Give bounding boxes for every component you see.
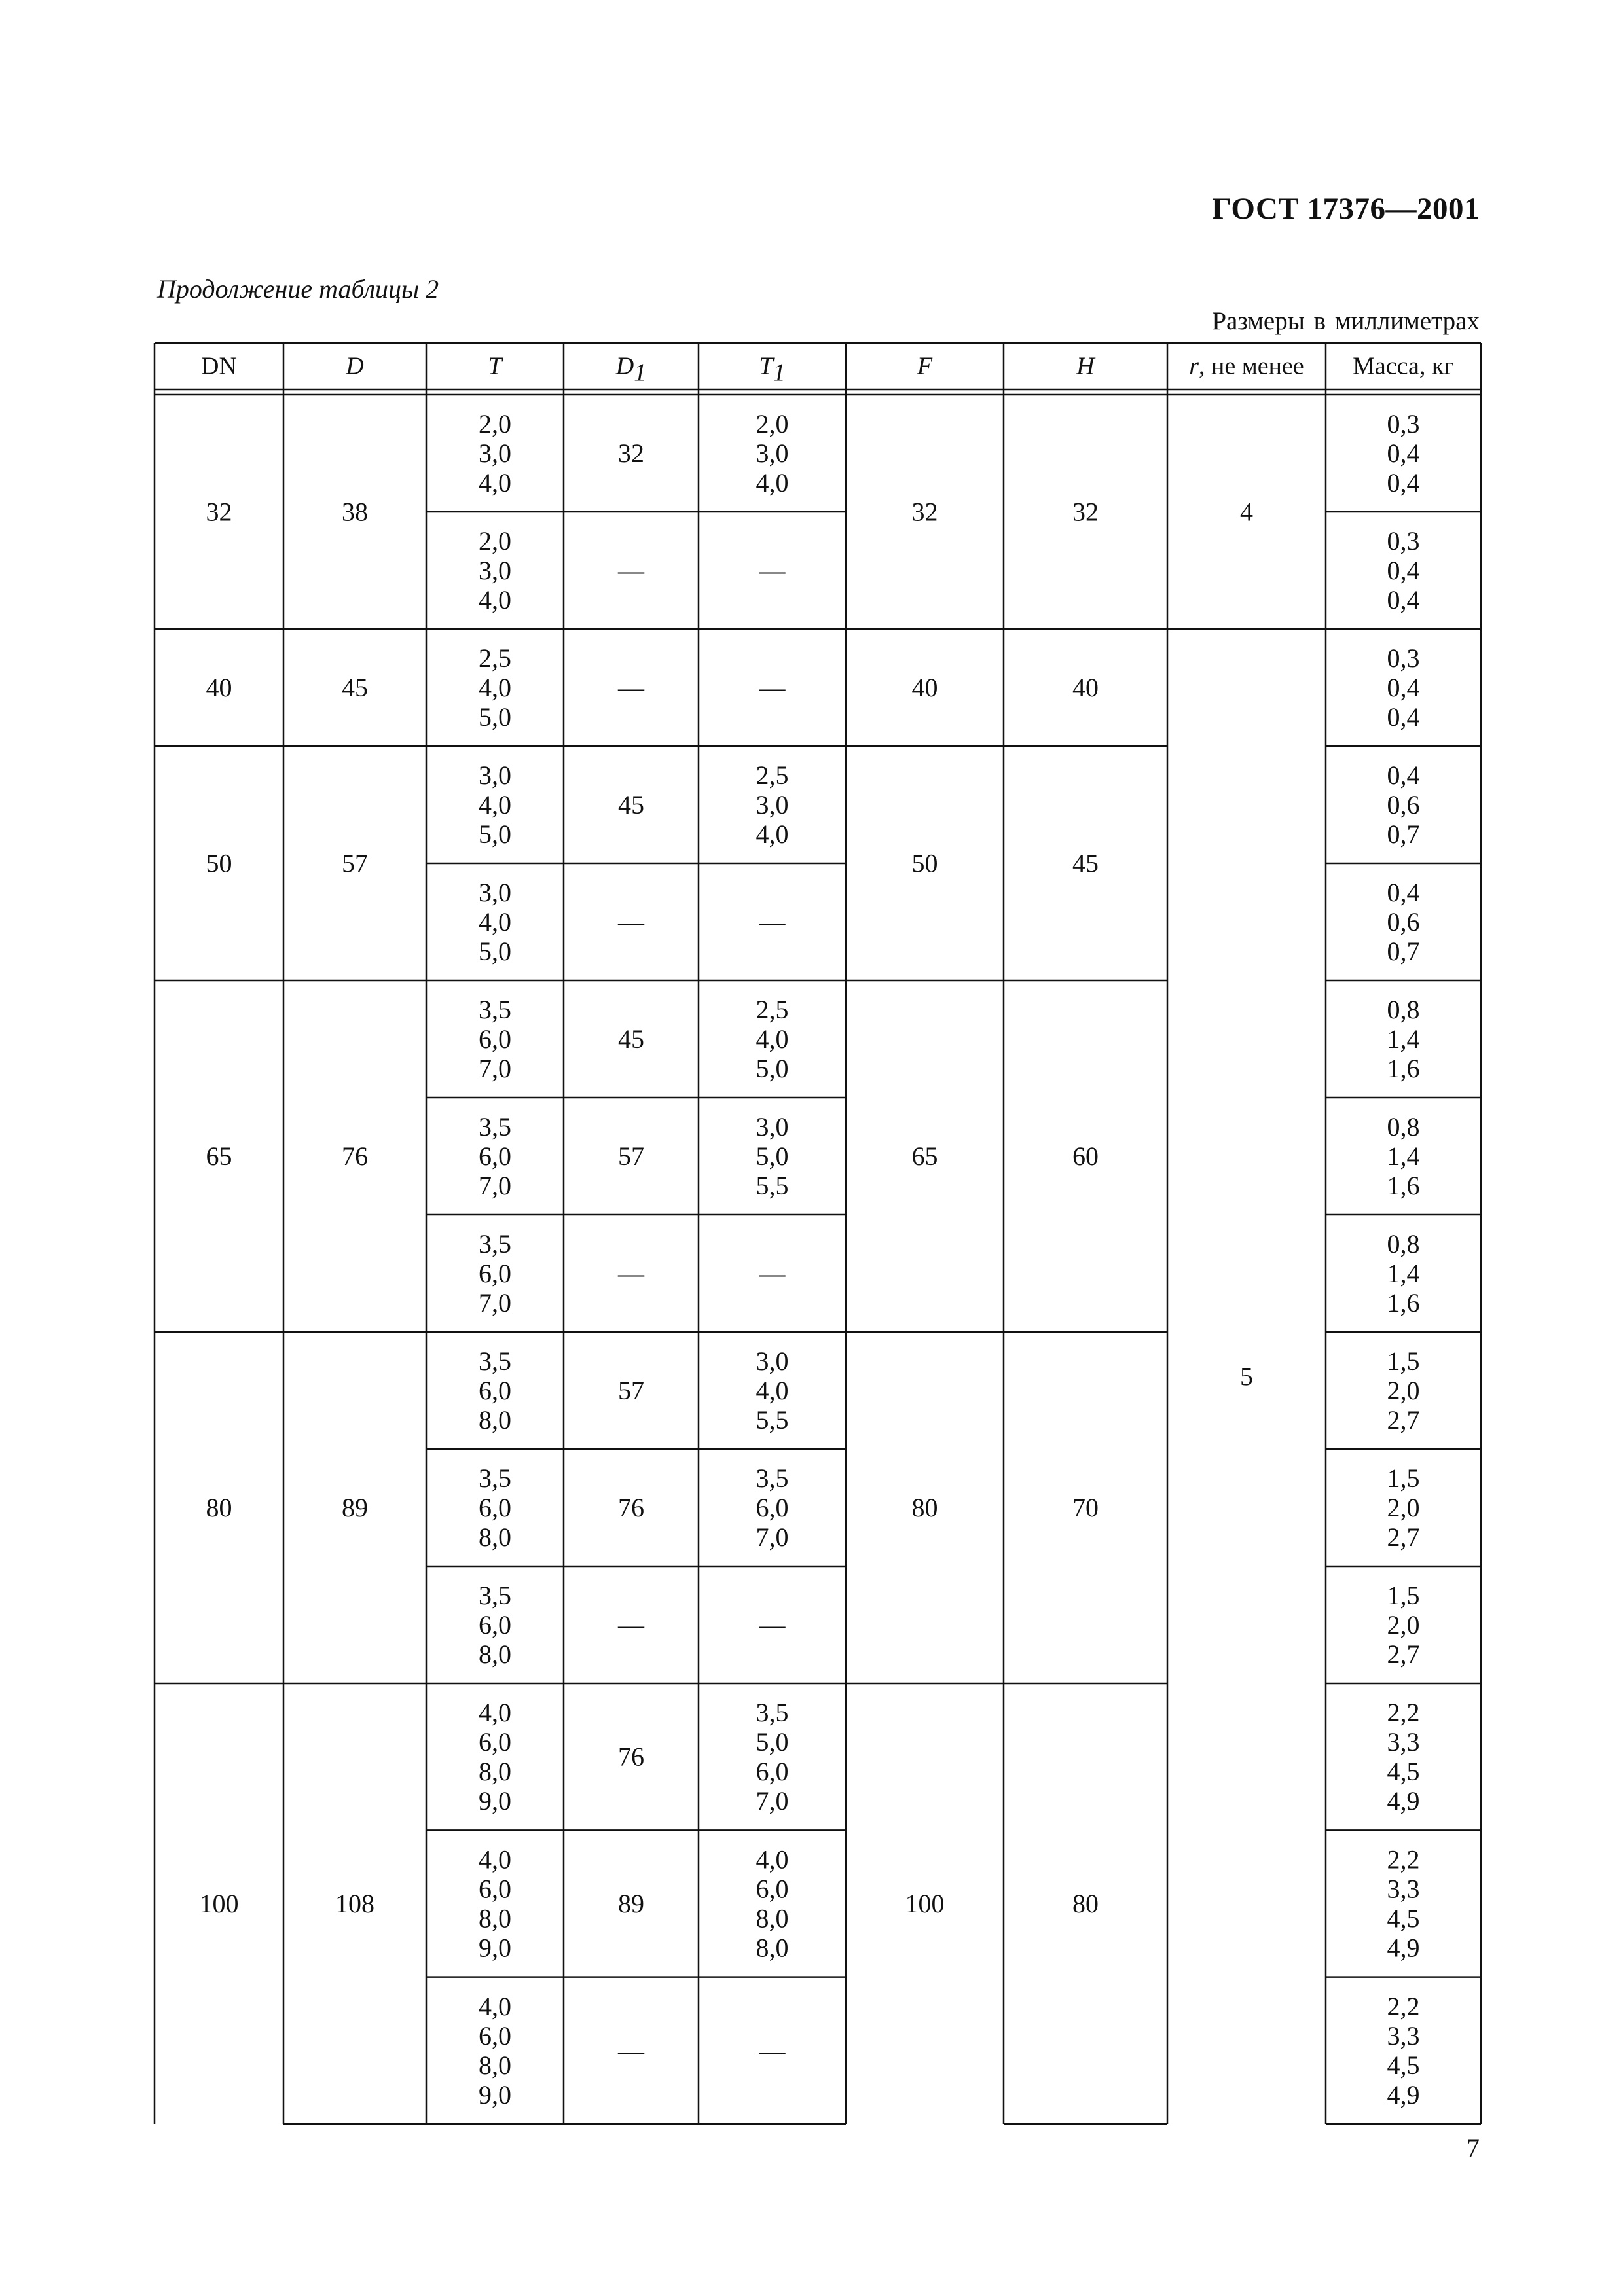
cell-t1: 3,0	[756, 790, 789, 819]
cell-t: 6,0	[479, 1727, 511, 1757]
cell-mass: 0,4	[1387, 439, 1420, 468]
cell-t: 9,0	[479, 1786, 511, 1816]
cell-h: 40	[1072, 673, 1099, 702]
cell-mass: 1,5	[1387, 1346, 1420, 1376]
cell-d1: —	[618, 1259, 644, 1288]
cell-mass: 0,4	[1387, 702, 1420, 732]
cell-t: 3,5	[479, 1463, 511, 1493]
column-header-label: DN	[201, 352, 237, 380]
cell-t1: 3,5	[756, 1463, 789, 1493]
column-header-subscript: 1	[773, 359, 786, 387]
cell-t: 6,0	[479, 1141, 511, 1171]
cell-h: 32	[1072, 497, 1099, 527]
cell-f: 65	[911, 1141, 938, 1171]
cell-t: 4,0	[479, 790, 511, 819]
column-header-label: F	[917, 352, 933, 380]
cell-t: 3,5	[479, 1581, 511, 1610]
cell-dn: 50	[206, 848, 232, 878]
cell-t1: 4,0	[756, 468, 789, 497]
column-header-d	[345, 353, 363, 380]
cell-t: 8,0	[479, 1640, 511, 1669]
column-header-label: H	[1076, 352, 1095, 380]
cell-mass: 2,7	[1387, 1640, 1420, 1669]
cell-t: 7,0	[479, 1288, 511, 1318]
cell-mass: 0,4	[1387, 585, 1420, 615]
column-header-t1	[759, 353, 785, 387]
cell-mass: 4,5	[1387, 1903, 1420, 1933]
cell-t: 2,0	[479, 409, 511, 439]
cell-mass: 1,6	[1387, 1054, 1420, 1083]
cell-mass: 2,0	[1387, 1610, 1420, 1640]
cell-mass: 0,3	[1387, 409, 1420, 439]
cell-d1: 76	[618, 1493, 644, 1522]
cell-t: 3,5	[479, 1229, 511, 1259]
document-header: ГОСТ 17376—2001	[1212, 192, 1480, 226]
column-header-d1	[615, 353, 646, 387]
cell-d1: —	[618, 556, 644, 585]
cell-dn: 100	[199, 1889, 239, 1918]
column-header-r	[1189, 353, 1304, 380]
cell-mass: 4,9	[1387, 2079, 1420, 2109]
column-header-t	[488, 353, 503, 380]
column-header-label: T	[488, 352, 502, 380]
cell-mass: 2,7	[1387, 1405, 1420, 1435]
cell-t: 9,0	[479, 1933, 511, 1963]
cell-t: 3,0	[479, 439, 511, 468]
cell-t: 6,0	[479, 2020, 511, 2051]
cell-h: 45	[1072, 848, 1099, 878]
cell-mass: 0,6	[1387, 907, 1420, 937]
cell-t1: 3,0	[756, 1346, 789, 1376]
cell-t1: 5,0	[756, 1054, 789, 1083]
cell-mass: 2,0	[1387, 1493, 1420, 1522]
cell-mass: 4,5	[1387, 1757, 1420, 1787]
cell-t: 2,5	[479, 643, 511, 673]
table-caption: Продолжение таблицы 2	[157, 274, 439, 304]
cell-t: 3,5	[479, 1112, 511, 1141]
cell-t1: 6,0	[756, 1874, 789, 1904]
cell-dn: 40	[206, 673, 232, 702]
cell-f: 50	[911, 848, 938, 878]
page-number: 7	[1467, 2133, 1480, 2162]
cell-t1: 4,0	[756, 819, 789, 849]
cell-mass: 0,7	[1387, 819, 1420, 849]
cell-t: 7,0	[479, 1171, 511, 1200]
cell-t: 8,0	[479, 1405, 511, 1435]
cell-t: 8,0	[479, 1757, 511, 1787]
cell-f: 32	[911, 497, 938, 527]
cell-t: 6,0	[479, 1024, 511, 1054]
cell-h: 60	[1072, 1141, 1099, 1171]
column-header-suffix: , не менее	[1199, 352, 1304, 380]
cell-f: 100	[905, 1889, 945, 1918]
cell-mass: 2,2	[1387, 1698, 1420, 1728]
cell-mass: 4,5	[1387, 2050, 1420, 2080]
cell-mass: 0,8	[1387, 1229, 1420, 1259]
cell-mass: 0,4	[1387, 468, 1420, 497]
cell-d1: 57	[618, 1141, 644, 1171]
cell-mass: 0,4	[1387, 761, 1420, 790]
cell-t: 5,0	[479, 819, 511, 849]
cell-t: 6,0	[479, 1874, 511, 1904]
cell-mass: 3,3	[1387, 1874, 1420, 1904]
cell-d1: 45	[618, 790, 644, 819]
cell-t1: 5,5	[756, 1405, 789, 1435]
cell-mass: 2,0	[1387, 1376, 1420, 1405]
cell-mass: 0,3	[1387, 643, 1420, 673]
column-header-dn	[201, 353, 237, 380]
column-header-label: T	[759, 352, 773, 380]
cell-mass: 0,6	[1387, 790, 1420, 819]
cell-t: 3,5	[479, 995, 511, 1024]
cell-mass: 2,7	[1387, 1522, 1420, 1552]
cell-t1: —	[759, 1259, 786, 1288]
cell-t1: —	[759, 556, 786, 585]
cell-r: 4	[1240, 497, 1253, 527]
cell-mass: 1,5	[1387, 1581, 1420, 1610]
cell-t1: 2,5	[756, 761, 789, 790]
units-note: Размеры в миллиметрах	[1212, 307, 1480, 335]
cell-t: 4,0	[479, 673, 511, 702]
cell-t1: 5,0	[756, 1141, 789, 1171]
cell-t1: 2,5	[756, 995, 789, 1024]
cell-t1: —	[759, 2036, 786, 2066]
cell-d: 38	[342, 497, 368, 527]
column-header-subscript: 1	[634, 359, 647, 387]
cell-mass: 4,9	[1387, 1786, 1420, 1816]
cell-t: 5,0	[479, 937, 511, 966]
cell-dn: 65	[206, 1141, 232, 1171]
cell-t1: 4,0	[756, 1024, 789, 1054]
cell-t1: 8,0	[756, 1903, 789, 1933]
cell-mass: 0,4	[1387, 673, 1420, 702]
cell-mass: 0,7	[1387, 937, 1420, 966]
cell-d1: 57	[618, 1376, 644, 1405]
cell-t1: —	[759, 907, 786, 937]
cell-t: 4,0	[479, 1698, 511, 1728]
cell-t1: 6,0	[756, 1493, 789, 1522]
column-header-label: D	[615, 352, 634, 380]
cell-f: 80	[911, 1493, 938, 1522]
cell-mass: 1,4	[1387, 1141, 1420, 1171]
cell-t: 2,0	[479, 526, 511, 556]
column-header-label: r	[1189, 352, 1199, 380]
cell-mass: 1,5	[1387, 1463, 1420, 1493]
cell-d1: —	[618, 1610, 644, 1640]
cell-t: 4,0	[479, 907, 511, 937]
cell-mass: 1,4	[1387, 1024, 1420, 1054]
cell-d: 45	[342, 673, 368, 702]
column-header-label: Масса, кг	[1353, 352, 1454, 380]
cell-t: 3,0	[479, 761, 511, 790]
cell-t: 6,0	[479, 1493, 511, 1522]
cell-t1: 8,0	[756, 1933, 789, 1963]
cell-t: 7,0	[479, 1054, 511, 1083]
cell-t1: 2,0	[756, 409, 789, 439]
cell-t: 9,0	[479, 2079, 511, 2109]
cell-mass: 2,2	[1387, 1844, 1420, 1874]
cell-t1: 4,0	[756, 1844, 789, 1874]
cell-t1: 7,0	[756, 1786, 789, 1816]
cell-t: 4,0	[479, 1991, 511, 2021]
cell-t: 8,0	[479, 1522, 511, 1552]
cell-mass: 1,6	[1387, 1288, 1420, 1318]
cell-mass: 1,6	[1387, 1171, 1420, 1200]
cell-mass: 2,2	[1387, 1991, 1420, 2021]
cell-h: 70	[1072, 1493, 1099, 1522]
cell-t1: 6,0	[756, 1757, 789, 1787]
cell-t: 3,0	[479, 878, 511, 907]
cell-mass: 4,9	[1387, 1933, 1420, 1963]
column-header-label: D	[346, 352, 364, 380]
cell-d1: 89	[618, 1889, 644, 1918]
cell-d1: 45	[618, 1024, 644, 1054]
column-header-mass	[1353, 353, 1454, 380]
cell-d: 89	[342, 1493, 368, 1522]
cell-t: 6,0	[479, 1259, 511, 1288]
cell-t1: 4,0	[756, 1376, 789, 1405]
cell-d1: 32	[618, 439, 644, 468]
cell-d: 76	[342, 1141, 368, 1171]
cell-t1: 5,5	[756, 1171, 789, 1200]
cell-t1: 3,0	[756, 439, 789, 468]
cell-mass: 3,3	[1387, 1727, 1420, 1757]
cell-t: 6,0	[479, 1610, 511, 1640]
cell-t: 8,0	[479, 2050, 511, 2080]
cell-t1: 7,0	[756, 1522, 789, 1552]
cell-t: 6,0	[479, 1376, 511, 1405]
cell-d1: —	[618, 907, 644, 937]
cell-t: 3,0	[479, 556, 511, 585]
cell-t1: 5,0	[756, 1727, 789, 1757]
cell-h: 80	[1072, 1889, 1099, 1918]
cell-t: 4,0	[479, 585, 511, 615]
cell-d1: —	[618, 2036, 644, 2066]
cell-t: 3,5	[479, 1346, 511, 1376]
cell-t1: 3,0	[756, 1112, 789, 1141]
cell-mass: 3,3	[1387, 2020, 1420, 2051]
cell-t1: 3,5	[756, 1698, 789, 1728]
cell-t1: —	[759, 673, 786, 702]
cell-t: 4,0	[479, 1844, 511, 1874]
cell-mass: 0,4	[1387, 556, 1420, 585]
cell-d1: 76	[618, 1742, 644, 1772]
cell-mass: 0,8	[1387, 995, 1420, 1024]
cell-mass: 0,3	[1387, 526, 1420, 556]
cell-mass: 1,4	[1387, 1259, 1420, 1288]
column-header-h	[1076, 353, 1096, 380]
cell-t: 8,0	[479, 1903, 511, 1933]
cell-r-shared: 5	[1240, 1361, 1253, 1391]
cell-d1: —	[618, 673, 644, 702]
cell-d: 57	[342, 848, 368, 878]
cell-f: 40	[911, 673, 938, 702]
column-header-f	[917, 353, 933, 380]
cell-t: 4,0	[479, 468, 511, 497]
cell-d: 108	[335, 1889, 374, 1918]
cell-mass: 0,8	[1387, 1112, 1420, 1141]
cell-t1: —	[759, 1610, 786, 1640]
cell-mass: 0,4	[1387, 878, 1420, 907]
cell-dn: 80	[206, 1493, 232, 1522]
cell-dn: 32	[206, 497, 232, 527]
cell-t: 5,0	[479, 702, 511, 732]
